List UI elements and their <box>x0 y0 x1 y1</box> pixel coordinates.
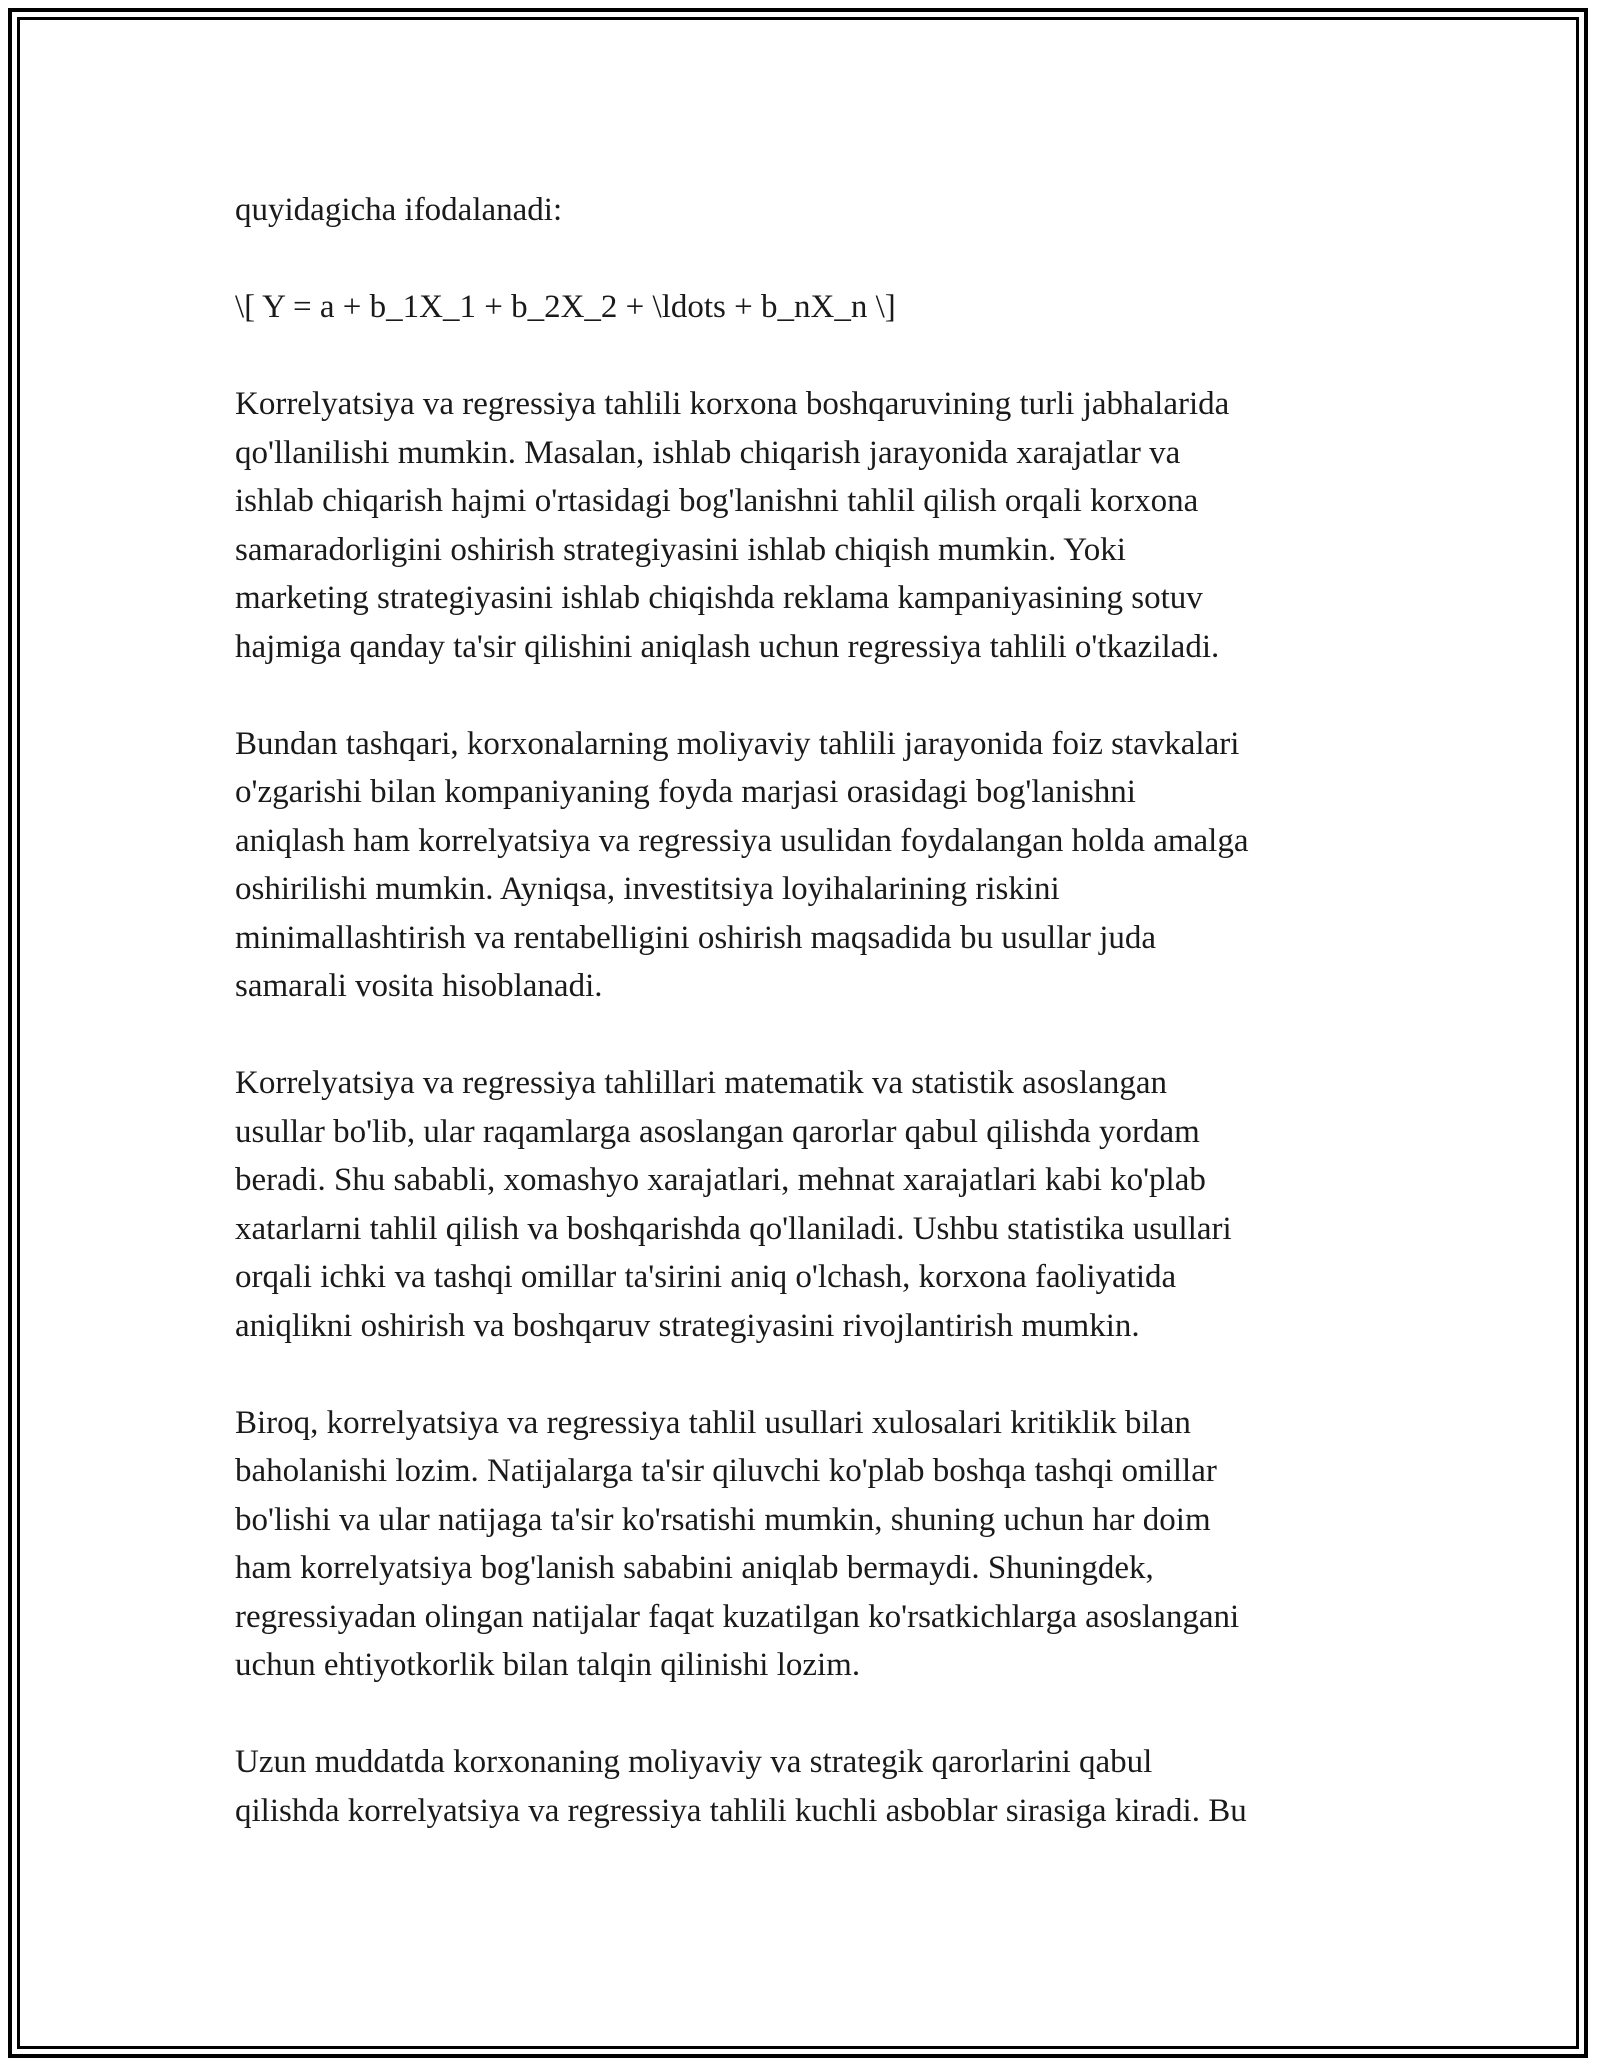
paragraph-financial-analysis: Bundan tashqari, korxonalarning moliyaviy tahlili jarayonida foiz stavkalari o'zgarishi bilan kompaniyaning foyda marjasi orasidagi bog'lanishni aniqlash ham korrelyatsiya va regressiya usulidan foydalangan holda amalga oshirilishi mumkin. Ayniqsa, investitsiya loyihalarining riskini minimallashtirish va rentabelligini oshirish maqsadida bu usullar juda samarali vosita hisoblanadi. <box>235 725 1249 1004</box>
document-body <box>235 186 1395 1835</box>
paragraph-conclusion: Uzun muddatda korxonaning moliyaviy va strategik qarorlarini qabul qilishda korrelyatsiya va regressiya tahlili kuchli asboblar sirasiga kiradi. Bu <box>235 1744 1247 1829</box>
paragraph-limitations: Biroq, korrelyatsiya va regressiya tahlil usullari xulosalari kritiklik bilan baholanishi lozim. Natijalarga ta'sir qiluvchi ko'plab boshqa tashqi omillar bo'lishi va ular natijaga ta'sir ko'rsatishi mumkin, shuning uchun har doim ham korrelyatsiya bog'lanish sababini aniqlab bermaydi. Shuningdek, regressiyadan olingan natijalar faqat kuzatilgan ko'rsatkichlarga asoslangani uchun ehtiyotkorlik bilan talqin qilinishi lozim. <box>235 1404 1240 1683</box>
paragraph-intro: quyidagicha ifodalanadi: <box>235 192 563 228</box>
regression-formula: \[ Y = a + b_1X_1 + b_2X_2 + \ldots + b_nX_n \] <box>235 289 896 325</box>
paragraph-applications: Korrelyatsiya va regressiya tahlili korxona boshqaruvining turli jabhalarida qo'llanilishi mumkin. Masalan, ishlab chiqarish jarayonida xarajatlar va ishlab chiqarish hajmi o'rtasidagi bog'lanishni tahlil qilish orqali korxona samaradorligini oshirish strategiyasini ishlab chiqish mumkin. Yoki marketing strategiyasini ishlab chiqishda reklama kampaniyasining sotuv hajmiga qanday ta'sir qilishini aniqlash uchun regressiya tahlili o'tkaziladi. <box>235 386 1230 665</box>
paragraph-methods: Korrelyatsiya va regressiya tahlillari matematik va statistik asoslangan usullar bo'lib, ular raqamlarga asoslangan qarorlar qabul qilishda yordam beradi. Shu sababli, xomashyo xarajatlari, mehnat xarajatlari kabi ko'plab xatarlarni tahlil qilish va boshqarishda qo'llaniladi. Ushbu statistika usullari orqali ichki va tashqi omillar ta'sirini aniq o'lchash, korxona faoliyatida aniqlikni oshirish va boshqaruv strategiyasini rivojlantirish mumkin. <box>235 1065 1232 1344</box>
